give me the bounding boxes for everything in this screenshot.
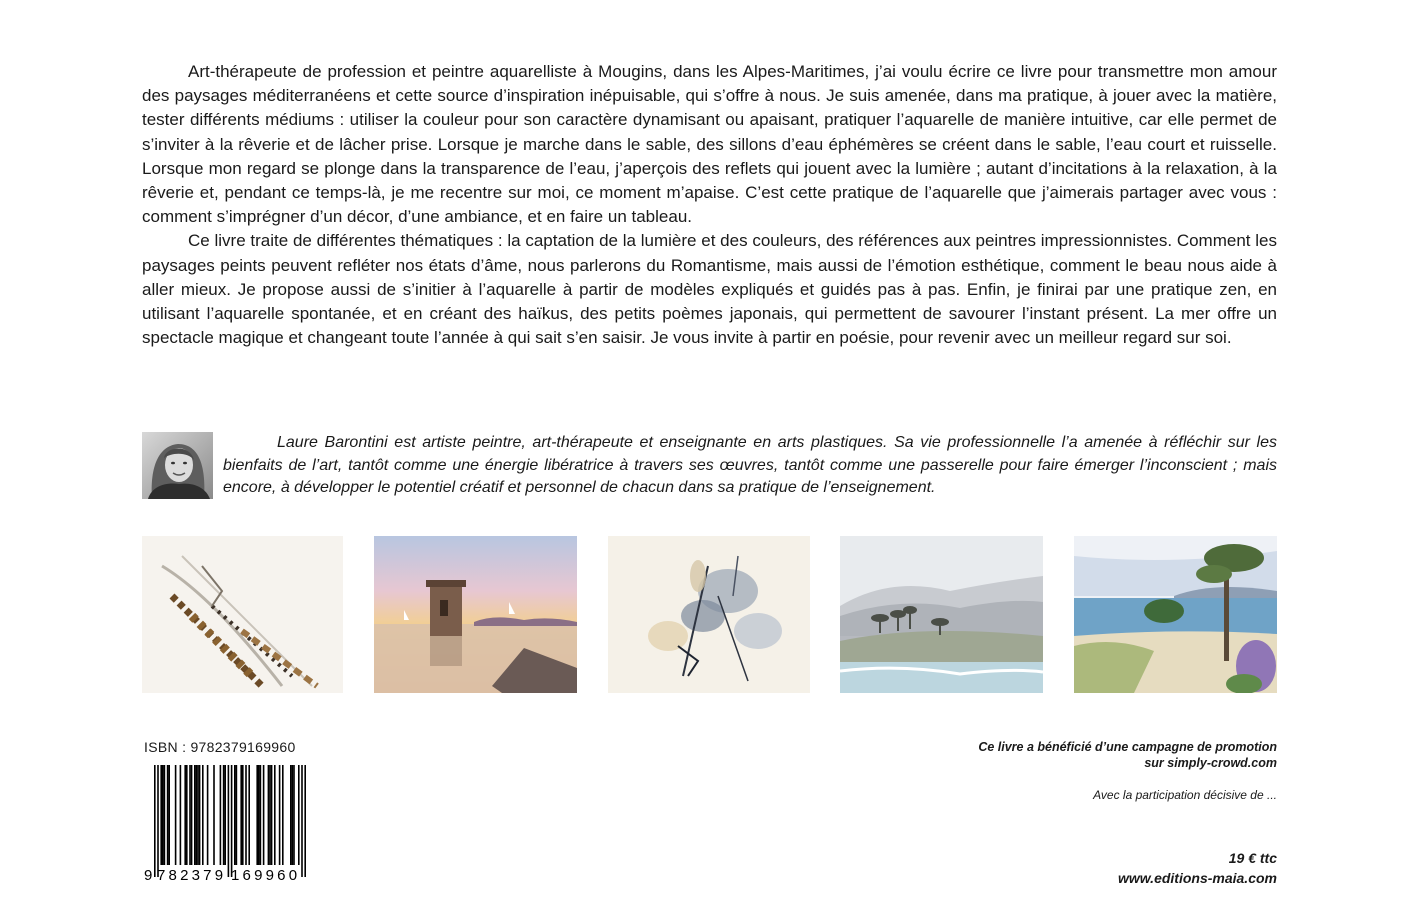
barcode-bar — [196, 765, 198, 865]
barcode-bar — [268, 765, 270, 865]
barcode-bar — [220, 765, 222, 865]
barcode-bar — [282, 765, 284, 865]
barcode-bar — [184, 765, 186, 865]
participation-note: Avec la participation décisive de ... — [1093, 788, 1277, 802]
barcode-bar — [301, 765, 303, 877]
barcode-bar — [157, 765, 159, 877]
barcode-bar — [290, 765, 292, 865]
painting-abstract-strokes — [142, 536, 343, 693]
barcode-bar — [258, 765, 260, 865]
barcode-bar — [304, 765, 306, 877]
barcode-bar — [164, 765, 166, 865]
blurb-paragraph-2: Ce livre traite de différentes thématiques : la captation de la lumière et des couleurs, des références aux peintres impressionnistes. Comment les paysages peints peuvent refléter nos états d’âme, nous parlerons du Romantisme, mais aussi de l’émotion esthétique, comment le beau nous aide à aller mieux. Je propose aussi de s’initier à l’aquarelle à partir de modèles expliqués et guidés pas à pas. Enfin, je finirai par une pratique zen, en utilisant l’aquarelle spontanée, et en créant des haïkus, des petits poèmes japonais, qui permettent de savourer l’instant présent. La mer offre un spectacle magique et changeant toute l’année à qui sait s’en saisir. Je vous invite à partir en poésie, pour revenir avec un meilleur regard sur soi. — [142, 231, 1277, 348]
barcode-bar — [168, 765, 170, 865]
price-label: 19 € ttc — [1228, 850, 1277, 866]
painting-tower-sunset — [374, 536, 577, 693]
promotion-line-1: Ce livre a bénéficié d’une campagne de promotion — [978, 740, 1277, 754]
barcode-bar — [245, 765, 247, 865]
publisher-website: www.editions-maia.com — [1118, 870, 1277, 886]
barcode-bar — [199, 765, 201, 865]
isbn-barcode — [143, 765, 308, 882]
barcode-bar — [298, 765, 300, 865]
painting-pine-hills — [840, 536, 1043, 693]
barcode-bar — [189, 765, 191, 865]
barcode-bar — [213, 765, 215, 865]
author-bio: Laure Barontini est artiste peintre, art-thérapeute et enseignante en arts plastiques. Sa vie professionnelle l’a amenée à réfléchir sur les bienfaits de l’art, tantôt comme une énergie libératrice à travers ses œuvres, tantôt comme une passerelle pour faire émerger l’inconscient ; mais encore, à développer le potentiel créatif et personnel de chacun dans sa pratique de l’enseignement. — [223, 434, 1277, 496]
barcode-bar — [207, 765, 209, 865]
promotion-line-2: sur simply-crowd.com — [1144, 756, 1277, 770]
barcode-bar — [154, 765, 156, 877]
barcode-bar — [180, 765, 182, 865]
barcode-bar — [274, 765, 276, 865]
barcode-first-digit: 9 — [144, 867, 153, 882]
barcode-bar — [279, 765, 281, 865]
blurb-paragraph-1: Art-thérapeute de profession et peintre aquarelliste à Mougins, dans les Alpes-Maritimes, j’ai voulu écrire ce livre pour transmettre mon amour des paysages méditerranéens et cette source d’inspiration inépuisable, qui s’offre à nous. Je suis amenée, dans ma pratique, à jouer avec la matière, tester différents médiums : utiliser la couleur pour son caractère dynamisant ou apaisant, pratiquer l’aquarelle de manière intuitive, car elle permet de s’inviter à la rêverie et de lâcher prise. Lorsque je marche dans le sable, des sillons d’eau éphémères se créent dans le sable, l’eau court et ruisselle. Lorsque mon regard se plonge dans la transparence de l’eau, j’aperçois des reflets qui jouent avec la lumière ; autant d’incitations à la relaxation, à la rêverie et, pendant ce temps-là, je me recentre sur moi, ce moment m’apaise. C’est cette pratique de l’aquarelle que j’aimerais partager avec vous : comment s’imprégner d’un décor, d’une ambiance, et en faire un tableau. — [142, 62, 1277, 227]
barcode-bar — [202, 765, 204, 865]
barcode-bar — [228, 765, 230, 877]
barcode-bar — [231, 765, 233, 877]
barcode-bar — [248, 765, 250, 865]
barcode-bar — [194, 765, 196, 865]
barcode-bar — [242, 765, 244, 865]
back-cover-blurb — [142, 60, 1277, 350]
barcode-bar — [263, 765, 265, 865]
painting-abstract-flowers — [608, 536, 810, 693]
painting-gallery — [142, 536, 1277, 693]
barcode-right-digits: 169960 — [231, 867, 301, 882]
barcode-bar — [167, 765, 169, 865]
barcode-bar — [260, 765, 262, 865]
barcode-bar — [197, 765, 199, 865]
barcode-bar — [224, 765, 226, 865]
barcode-bar — [269, 765, 271, 865]
barcode-bar — [162, 765, 164, 865]
painting-seaside-tree — [1074, 536, 1277, 693]
barcode-bar — [186, 765, 188, 865]
barcode-bar — [223, 765, 225, 865]
author-photo — [142, 432, 213, 499]
isbn-label: ISBN : 9782379169960 — [144, 739, 296, 755]
author-section — [142, 432, 1277, 504]
barcode-bar — [191, 765, 193, 865]
barcode-bar — [175, 765, 177, 865]
barcode-left-digits: 782379 — [157, 867, 227, 882]
promotion-notice — [978, 739, 1277, 771]
barcode-bar — [236, 765, 238, 865]
barcode-bar — [293, 765, 295, 865]
barcode-bar — [292, 765, 294, 865]
barcode-bar — [240, 765, 242, 865]
barcode-bar — [160, 765, 162, 865]
barcode-bar — [234, 765, 236, 865]
barcode-bar — [271, 765, 273, 865]
barcode-bar — [256, 765, 258, 865]
